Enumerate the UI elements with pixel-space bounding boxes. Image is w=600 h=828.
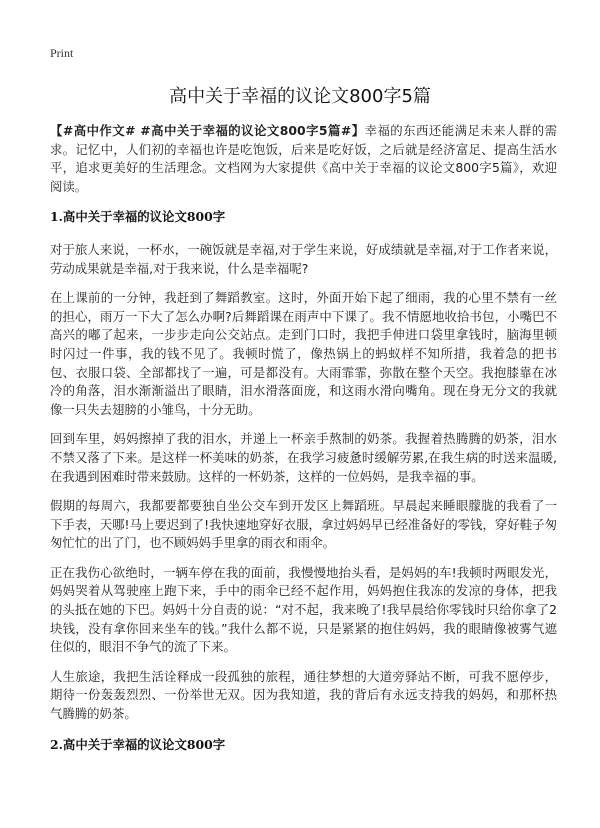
paragraph: 人生旅途，我把生活诠释成一段孤独的旅程，通往梦想的大道旁驿站不断，可我不愿停步，期待一份轰轰烈烈、一份举世无双。因为我知道，我的背后有永远支持我的妈妈，和那杯热气腾腾的奶茶。 xyxy=(50,668,557,722)
paragraph: 假期的每周六，我都要都要独自坐公交车到开发区上舞蹈班。早晨起来睡眼朦胧的我看了一下手表，天哪!马上要迟到了!我快速地穿好衣服，拿过妈妈早已经准备好的零钱，穿好鞋子匆匆忙忙的出了门，也不顾妈妈手里拿的雨衣和雨伞。 xyxy=(50,498,557,551)
paragraph: 正在我伤心欲绝时，一辆车停在我的面前，我慢慢地抬头看，是妈妈的车!我顿时两眼发光，妈妈哭着从驾驶座上跑下来，手中的雨伞已经不起作用，妈妈抱住我冻的发凉的身体，把我的头抵在她的下巴。妈妈十分自责的说：“对不起，我来晚了!我早晨给你零钱时只给你拿了2块钱，没有拿你回来坐车的钱。”我什么都不说，只是紧紧的抱住妈妈，我的眼睛像被雾气遮住似的，眼泪不争气的流了下来。 xyxy=(50,564,557,655)
paragraph: 在上课前的一分钟，我赶到了舞蹈教室。这时，外面开始下起了细雨，我的心里不禁有一丝的担心，雨万一下大了怎么办啊?后舞蹈课在雨声中下课了。我不情愿地收拾书包，小嘴巴不高兴的嘟了起来，一步步走向公交站点。走到门口时，我把手伸进口袋里拿钱时，脑海里顿时闪过一件事，我的钱不见了。我顿时慌了，像热锅上的蚂蚁样不知所措，我着急的把书包、衣服口袋、全部都找了一遍，可是都没有。大雨霏霏，弥散在整个天空。我抱膝靠在冰冷的角落，泪水渐渐溢出了眼睛，泪水滑落面庞，和这雨水滑向嘴角。现在身无分文的我就像一只失去翅膀的小雏鸟，十分无助。 xyxy=(50,290,557,417)
intro-paragraph xyxy=(50,122,557,196)
paragraph: 回到车里，妈妈擦掉了我的泪水，并递上一杯亲手熬制的奶茶。我握着热腾腾的奶茶，泪水不禁又落了下来。是这样一杯美味的奶茶，在我学习疲惫时缓解劳累,在我生病的时送来温暖,在我遇到困难时带来鼓励。这样的一杯奶茶，这样的一位妈妈，是我幸福的事。 xyxy=(50,431,557,484)
page-title: 高中关于幸福的议论文800字5篇 xyxy=(169,86,431,107)
print-link[interactable]: Print xyxy=(50,46,74,60)
paragraph: 对于旅人来说，一杯水，一碗饭就是幸福,对于学生来说，好成绩就是幸福,对于工作者来说，劳动成果就是幸福,对于我来说，什么是幸福呢? xyxy=(50,241,557,276)
intro-text: 幸福的东西还能满足未来人群的需求。记忆中，人们初的幸福也许是吃饱饭，后来是吃好饭，之后就是经济富足、提高生活水平，追求更美好的生活理念。文档网为大家提供《高中关于幸福的议论文800字5篇》，欢迎阅读。 xyxy=(50,123,558,194)
section-heading-2: 2.高中关于幸福的议论文800字 xyxy=(50,736,226,752)
section-heading-1: 1.高中关于幸福的议论文800字 xyxy=(50,209,226,225)
intro-tag: 【#高中作文# #高中关于幸福的议论文800字5篇#】 xyxy=(50,123,365,138)
article-body xyxy=(50,122,557,768)
